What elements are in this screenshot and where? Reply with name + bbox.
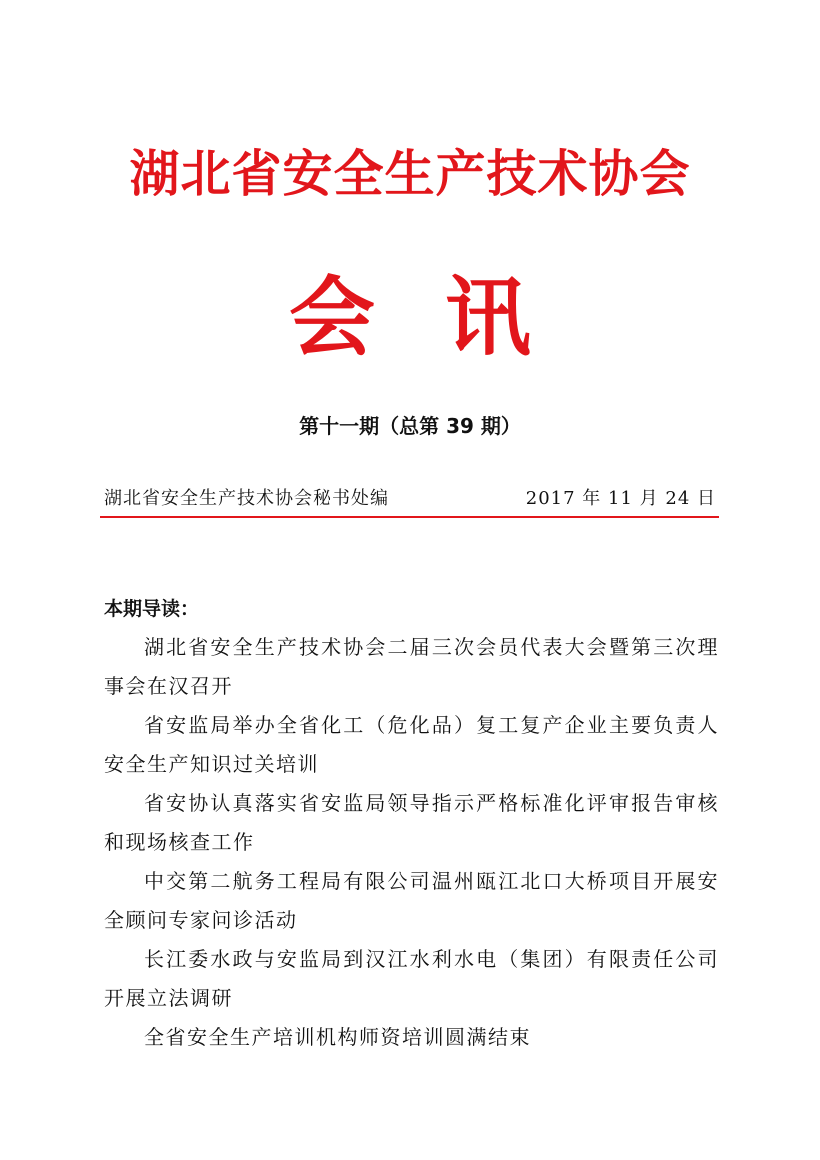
header-divider — [100, 516, 719, 518]
toc-item: 中交第二航务工程局有限公司温州瓯江北口大桥项目开展安全顾问专家问诊活动 — [104, 869, 719, 932]
issue-number: 第十一期（总第 39 期） — [299, 414, 521, 438]
masthead-title: 会讯 — [289, 268, 601, 368]
toc-item: 湖北省安全生产技术协会二届三次会员代表大会暨第三次理事会在汉召开 — [104, 635, 719, 698]
toc-list — [104, 628, 719, 1057]
toc-item: 省安监局举办全省化工（危化品）复工复产企业主要负责人安全生产知识过关培训 — [104, 713, 719, 776]
toc-item: 全省安全生产培训机构师资培训圆满结束 — [144, 1025, 531, 1049]
toc-item: 长江委水政与安监局到汉江水利水电（集团）有限责任公司开展立法调研 — [104, 947, 719, 1010]
organization-title: 湖北省安全生产技术协会 — [129, 144, 691, 203]
editor-line: 湖北省安全生产技术协会秘书处编 — [104, 488, 389, 509]
toc-heading: 本期导读： — [104, 598, 200, 620]
publication-date: 2017 年 11 月 24 日 — [525, 488, 716, 509]
toc-item: 省安协认真落实省安监局领导指示严格标准化评审报告审核和现场核查工作 — [104, 791, 719, 854]
